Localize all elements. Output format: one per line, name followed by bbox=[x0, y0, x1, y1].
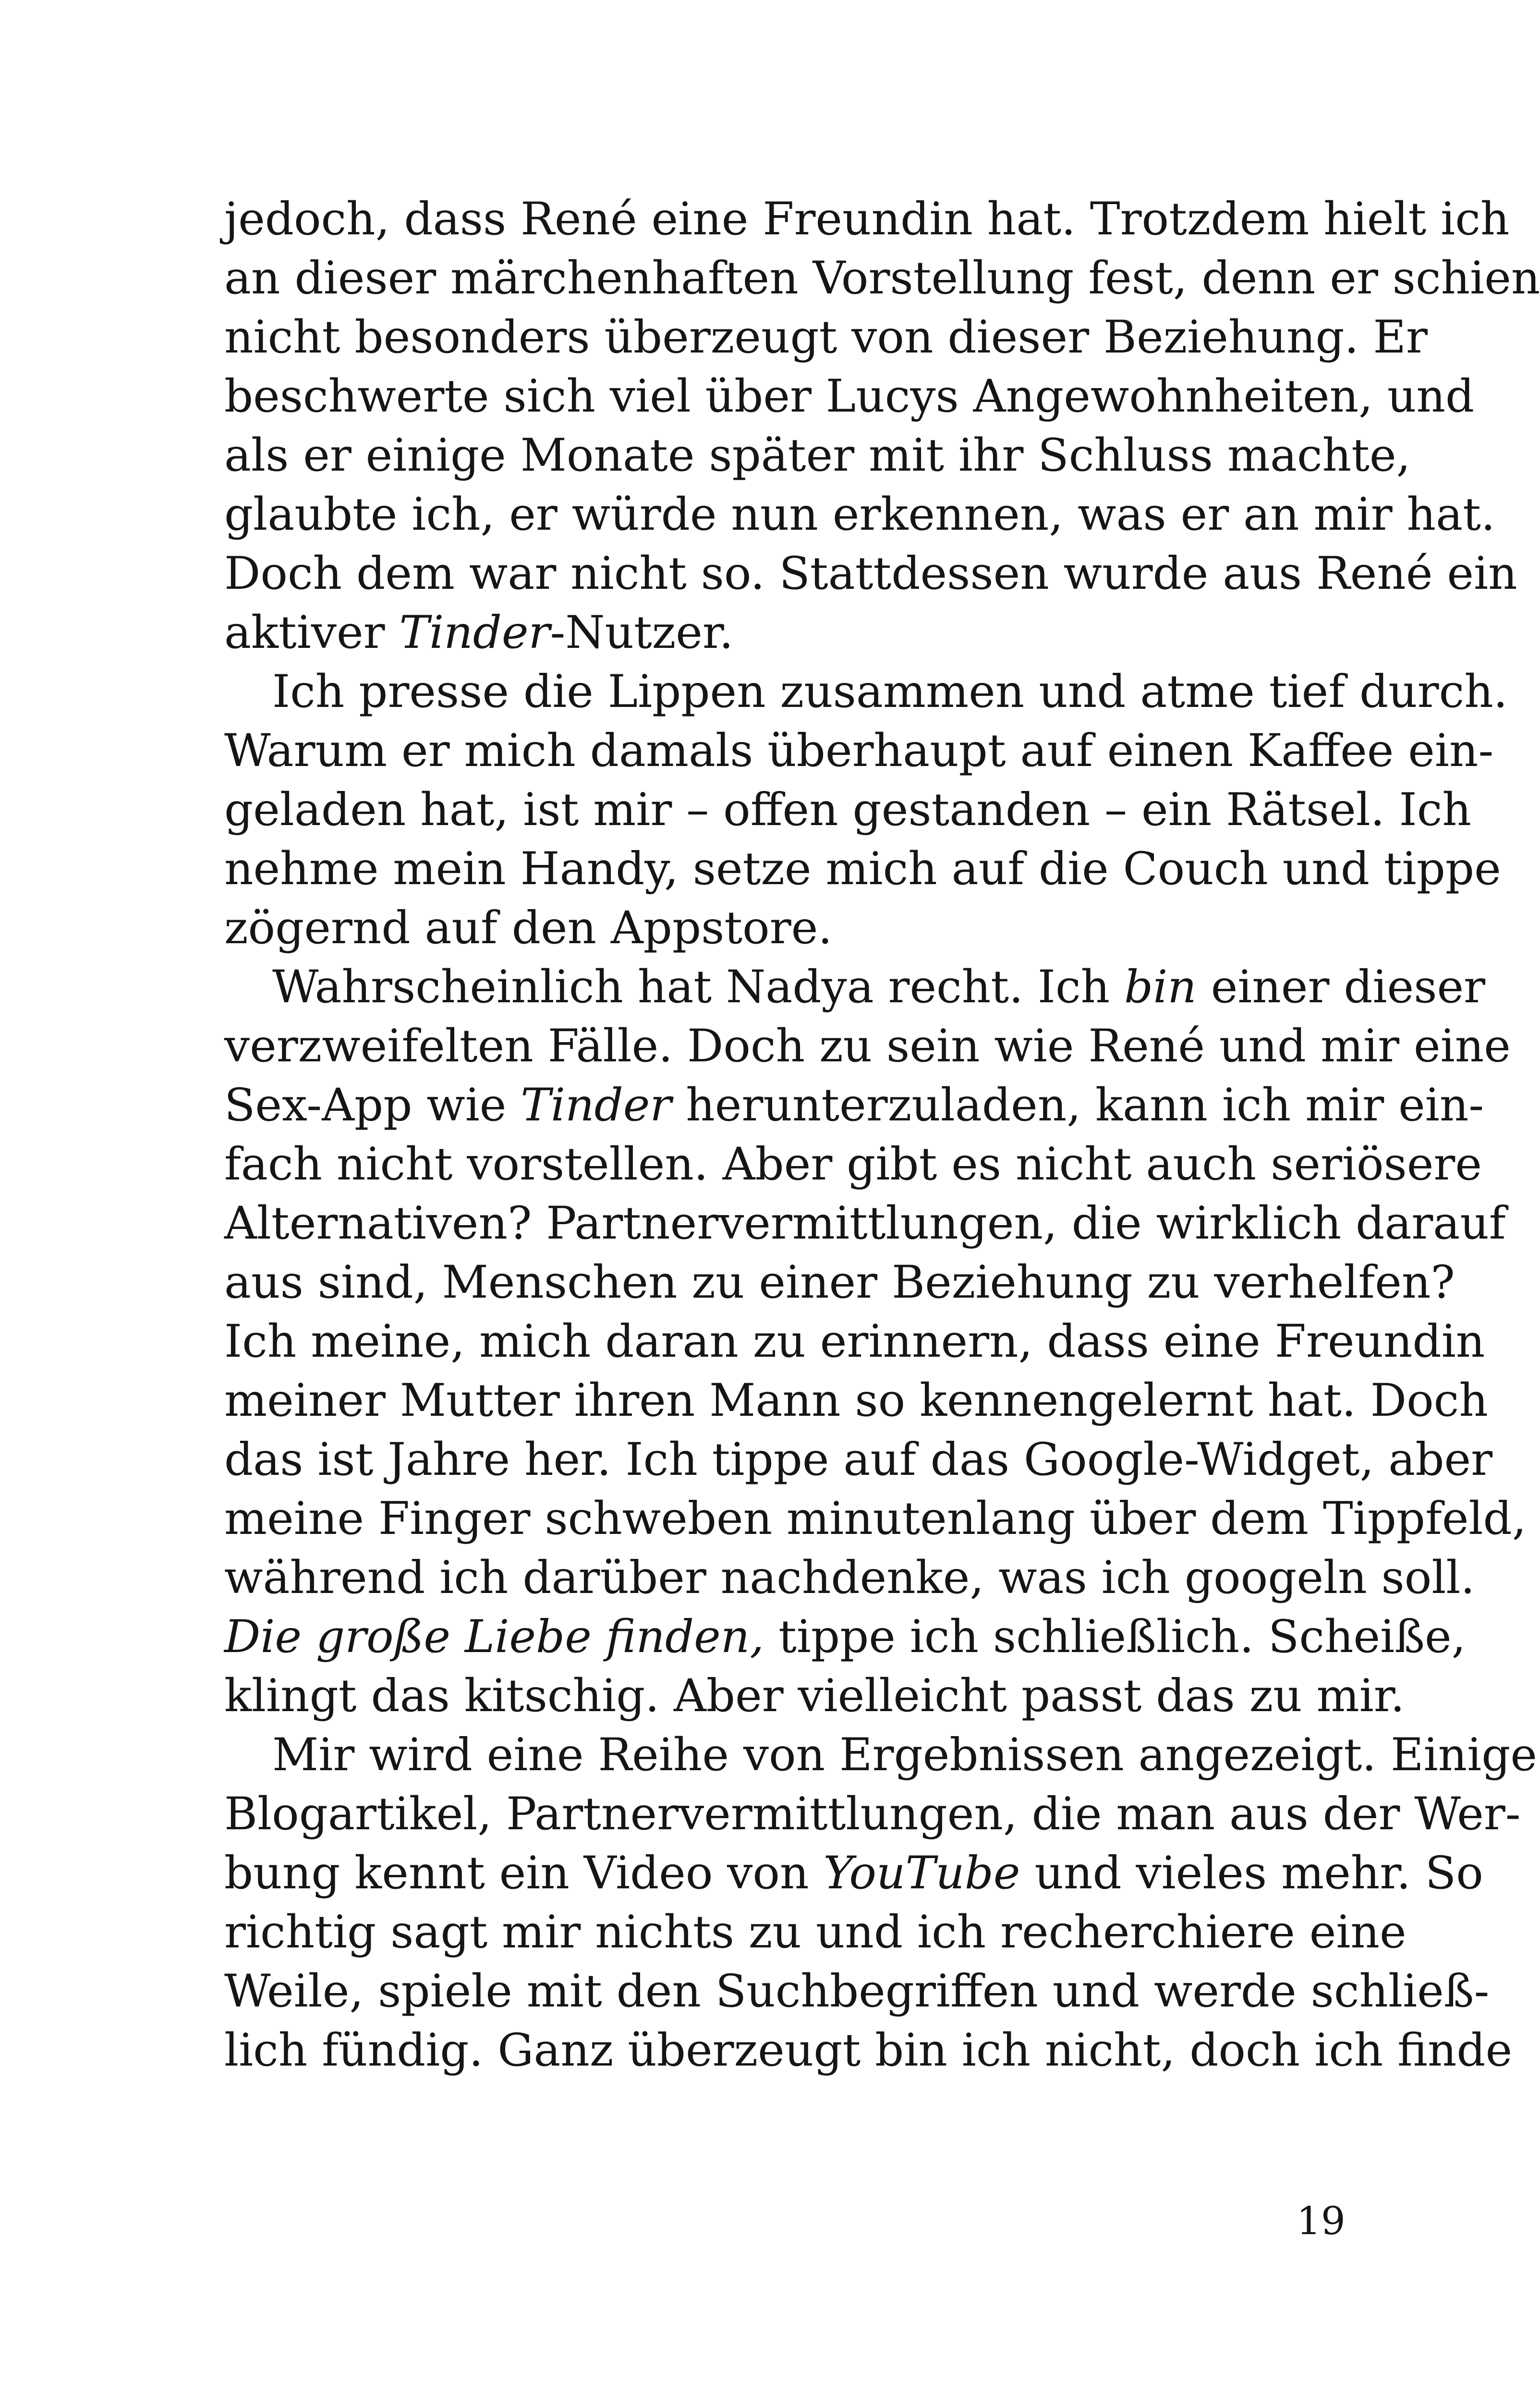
text-line: lich fündig. Ganz überzeugt bin ich nicht, doch ich finde bbox=[224, 2024, 1513, 2077]
text-line: Alternativen? Partnervermittlungen, die wirklich darauf bbox=[224, 1197, 1506, 1250]
text-line: bung kennt ein Video von YouTube und vieles mehr. So bbox=[224, 1847, 1483, 1899]
text-line: als er einige Monate später mit ihr Schluss machte, bbox=[224, 429, 1411, 482]
text-line: Ich meine, mich daran zu erinnern, dass eine Freundin bbox=[224, 1315, 1485, 1368]
text-line: Die große Liebe finden, tippe ich schließlich. Scheiße, bbox=[224, 1611, 1466, 1663]
text-line: nicht besonders überzeugt von dieser Beziehung. Er bbox=[224, 311, 1428, 364]
text-line: Doch dem war nicht so. Stattdessen wurde aus René ein bbox=[224, 547, 1517, 600]
text-line: richtig sagt mir nichts zu und ich recherchiere eine bbox=[224, 1906, 1407, 1958]
text-line: Mir wird eine Reihe von Ergebnissen angezeigt. Einige bbox=[272, 1729, 1538, 1781]
text-line: Blogartikel, Partnervermittlungen, die man aus der Wer- bbox=[224, 1788, 1521, 1840]
text-line: nehme mein Handy, setze mich auf die Couch und tippe bbox=[224, 843, 1501, 895]
text-line: fach nicht vorstellen. Aber gibt es nicht auch seriösere bbox=[224, 1138, 1482, 1191]
italic-word: bin bbox=[1124, 961, 1197, 1013]
text-line: aktiver Tinder-Nutzer. bbox=[224, 607, 734, 659]
page-number: 19 bbox=[1297, 2199, 1346, 2243]
text-line: an dieser märchenhaften Vorstellung fest, denn er schien bbox=[224, 252, 1540, 304]
italic-phrase: Die große Liebe finden, bbox=[224, 1611, 764, 1663]
text-line: glaubte ich, er würde nun erkennen, was er an mir hat. bbox=[224, 488, 1495, 541]
text-line: Warum er mich damals überhaupt auf einen Kaffee ein- bbox=[224, 725, 1494, 777]
italic-word: Tinder bbox=[399, 607, 550, 659]
text-line: beschwerte sich viel über Lucys Angewohnheiten, und bbox=[224, 370, 1475, 423]
text-line: jedoch, dass René eine Freundin hat. Trotzdem hielt ich bbox=[224, 193, 1510, 245]
text-line: Ich presse die Lippen zusammen und atme tief durch. bbox=[272, 666, 1508, 718]
body-text bbox=[224, 190, 1540, 2080]
italic-word: YouTube bbox=[823, 1847, 1020, 1899]
text-line: geladen hat, ist mir – offen gestanden – ein Rätsel. Ich bbox=[224, 784, 1471, 836]
text-line: Sex-App wie Tinder herunterzuladen, kann ich mir ein- bbox=[224, 1079, 1484, 1131]
text-line: verzweifelten Fälle. Doch zu sein wie René und mir eine bbox=[224, 1020, 1511, 1072]
text-line: Wahrscheinlich hat Nadya recht. Ich bin einer dieser bbox=[272, 961, 1486, 1013]
text-line: meine Finger schweben minutenlang über dem Tippfeld, bbox=[224, 1493, 1527, 1545]
text-line: das ist Jahre her. Ich tippe auf das Google-Widget, aber bbox=[224, 1434, 1493, 1486]
text-line: zögernd auf den Appstore. bbox=[224, 902, 833, 954]
text-line: klingt das kitschig. Aber vielleicht passt das zu mir. bbox=[224, 1670, 1405, 1722]
text-line: meiner Mutter ihren Mann so kennengelernt hat. Doch bbox=[224, 1374, 1488, 1427]
text-line: aus sind, Menschen zu einer Beziehung zu verhelfen? bbox=[224, 1256, 1455, 1309]
text-line: während ich darüber nachdenke, was ich googeln soll. bbox=[224, 1552, 1475, 1604]
text-line: Weile, spiele mit den Suchbegriffen und werde schließ- bbox=[224, 1965, 1490, 2018]
italic-word: Tinder bbox=[521, 1079, 672, 1131]
